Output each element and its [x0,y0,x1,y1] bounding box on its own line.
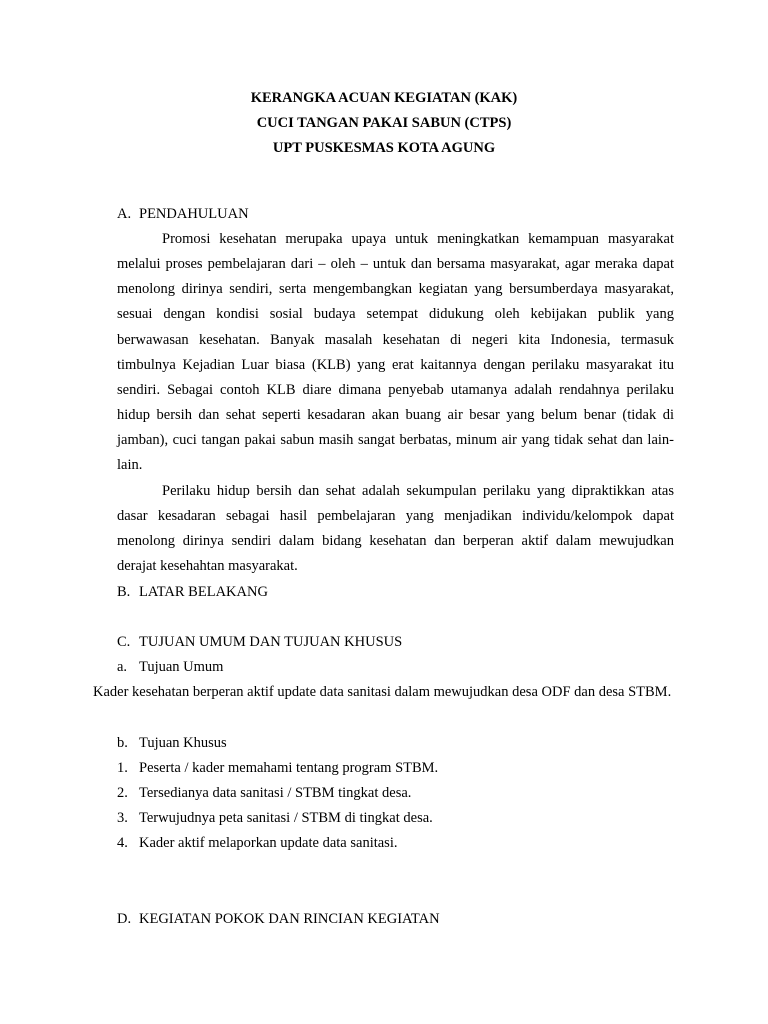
section-c-sub-b-title: Tujuan Khusus [139,735,227,751]
section-c-sub-a-heading [117,658,223,676]
list-item-text: Peserta / kader memahami tentang program STBM. [139,760,439,776]
section-c-sub-b-marker: b. [117,735,128,751]
section-a-heading [117,205,249,223]
section-c-sub-b-heading [117,734,227,752]
section-b-heading [117,583,268,601]
list-item-number: 3. [117,810,128,826]
document-title-line-1: KERANGKA ACUAN KEGIATAN (KAK) [250,90,518,106]
section-c-title: TUJUAN UMUM DAN TUJUAN KHUSUS [139,634,403,650]
section-a-paragraph-1-text: Promosi kesehatan merupaka upaya untuk meningkatkan kemampuan masyarakat melalui proses pembelajaran dari – oleh – untuk dan bersama masyarakat, agar meraka dapat menolong dirinya sendiri, serta mengembangkan kegiatan yang bersumberdaya masyarakat, sesuai dengan kondisi sosial budaya setempat didukung oleh kebijakan publik yang berwawasan kesehatan. Banyak masalah kesehatan di negeri kita Indonesia, termasuk timbulnya Kejadian Luar biasa (KLB) yang erat kaitannya dengan perilaku masyarakat itu sendiri. Sebagai contoh KLB diare dimana penyebab utamanya adalah rendahnya perilaku hidup bersih dan sehat seperti kesadaran akan buang air besar yang belum benar (tidak di jamban), cuci tangan pakai sabun masih sangat berbatas, minum air yang tidak sehat dan lain-lain. [117,231,674,474]
list-item-number: 4. [117,835,128,851]
document-title-line-3: UPT PUSKESMAS KOTA AGUNG [272,140,496,156]
section-a-paragraph-2 [117,479,674,580]
section-a-title: PENDAHULUAN [139,206,249,222]
section-c-sub-a-title: Tujuan Umum [139,659,224,675]
section-b-title: LATAR BELAKANG [139,584,268,600]
section-c-sub-a-text: Kader kesehatan berperan aktif update data sanitasi dalam mewujudkan desa ODF dan desa STBM. [93,684,672,700]
list-item [117,784,411,802]
section-d-marker: D. [117,911,132,927]
list-item-text: Kader aktif melaporkan update data sanitasi. [139,835,398,851]
section-d-title: KEGIATAN POKOK DAN RINCIAN KEGIATAN [139,911,440,927]
section-d-heading [117,910,440,928]
list-item-number: 2. [117,785,128,801]
section-c-sub-a-marker: a. [117,659,128,675]
section-a-paragraph-2-text: Perilaku hidup bersih dan sehat adalah sekumpulan perilaku yang dipraktikkan atas dasar kesadaran sebagai hasil pembelajaran yang menjadikan individu/kelompok dapat menolong dirinya sendiri dalam bidang kesehatan dan berperan aktif dalam mewujudkan derajat kesehahtan masyarakat. [117,483,674,575]
list-item-text: Tersedianya data sanitasi / STBM tingkat desa. [139,785,412,801]
section-a-marker: A. [117,206,132,222]
section-c-heading [117,633,402,651]
list-item [117,809,433,827]
section-b-marker: B. [117,584,131,600]
list-item [117,834,397,852]
section-c-marker: C. [117,634,131,650]
document-title-line-2: CUCI TANGAN PAKAI SABUN (CTPS) [256,115,512,131]
list-item [117,759,438,777]
section-a-paragraph-1 [117,227,674,479]
list-item-number: 1. [117,760,128,776]
list-item-text: Terwujudnya peta sanitasi / STBM di tingkat desa. [139,810,433,826]
